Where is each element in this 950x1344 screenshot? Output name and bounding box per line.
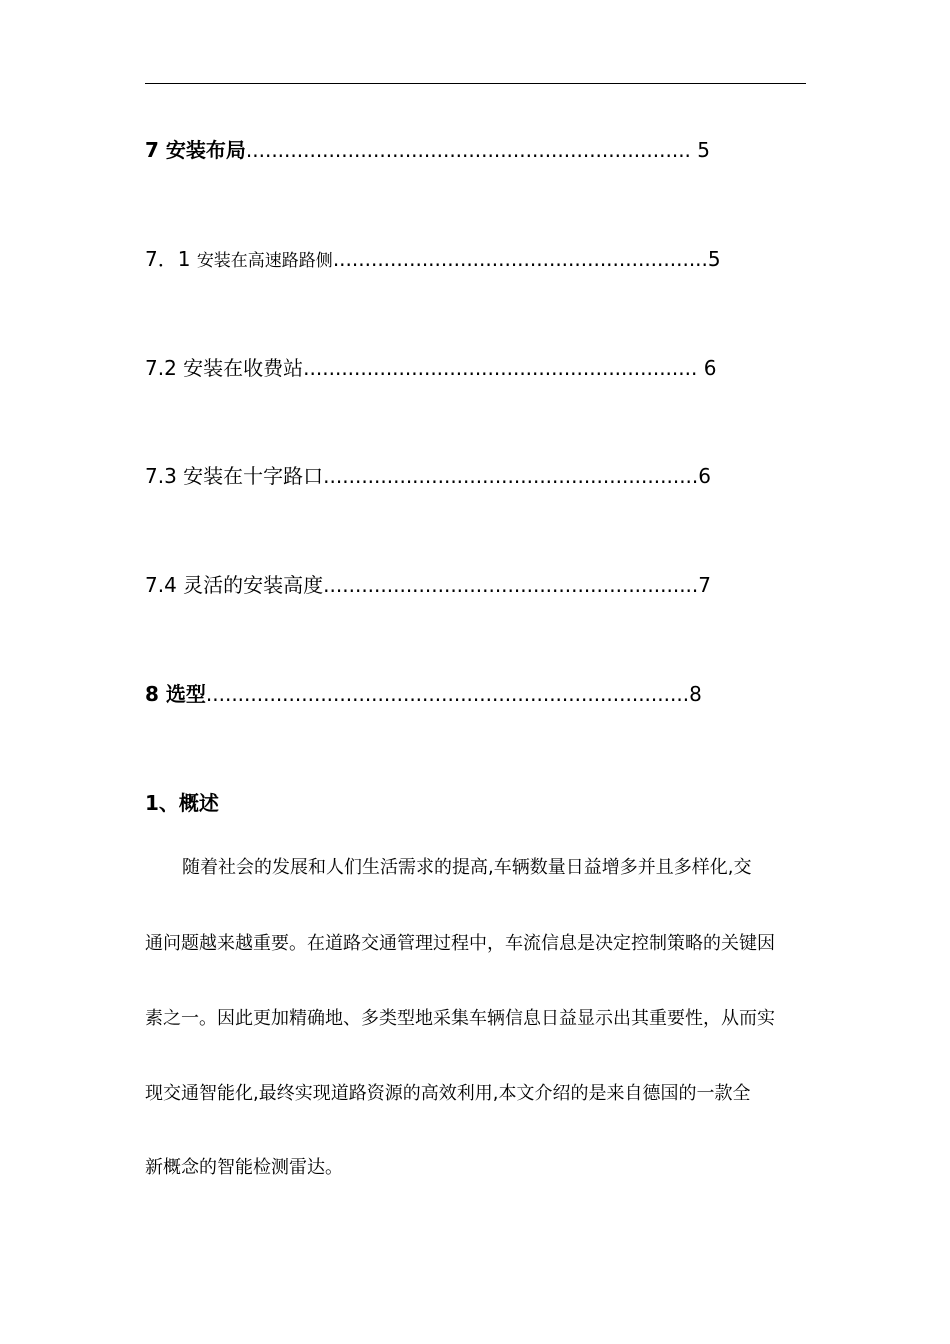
toc-entry-7-1[interactable] (145, 245, 721, 275)
toc-entry-title: 8 选型 (145, 682, 206, 706)
toc-entry-number: 7.2 (145, 356, 177, 380)
toc-entry-title: 灵活的安装高度 (183, 573, 324, 597)
paragraph-line: 素之一。因此更加精确地、多类型地采集车辆信息日益显示出其重要性，从而实 (145, 1008, 775, 1029)
toc-entry-7[interactable] (145, 136, 710, 164)
paragraph-line: 新概念的智能检测雷达。 (145, 1157, 343, 1178)
toc-leader-dots: ........................................................... (323, 464, 699, 488)
toc-leader-dots: ........................................................... (332, 247, 708, 271)
toc-leader-dots: .............................................................. (303, 356, 698, 380)
paragraph-line: 现交通智能化,最终实现道路资源的高效利用,本文介绍的是来自德国的一款全 (145, 1083, 751, 1104)
paragraph-line: 随着社会的发展和人们生活需求的提高,车辆数量日益增多并且多样化,交 (182, 857, 752, 878)
toc-leader-dots: ........................................................... (323, 573, 699, 597)
header-rule (145, 83, 806, 84)
toc-entry-title: 安装在高速路路侧 (196, 251, 333, 271)
toc-page-number: 7 (698, 573, 711, 597)
paragraph-line: 通问题越来越重要。在道路交通管理过程中，车流信息是决定控制策略的关键因 (145, 933, 775, 954)
toc-leader-dots: ............................................................................ (205, 682, 690, 706)
toc-page-number: 6 (703, 356, 717, 380)
toc-entry-title: 安装在十字路口 (183, 464, 324, 488)
toc-entry-number: 7．1 (145, 247, 191, 271)
toc-entry-number: 7.3 (145, 464, 177, 488)
toc-page-number: 8 (689, 682, 702, 706)
toc-entry-8[interactable] (145, 680, 702, 708)
toc-page-number: 5 (707, 247, 721, 271)
toc-entry-7-4[interactable] (145, 571, 711, 599)
toc-entry-title: 安装在收费站 (183, 356, 304, 380)
toc-leader-dots: ...................................................................... (245, 138, 691, 162)
toc-page-number: 6 (698, 464, 711, 488)
toc-entry-7-2[interactable] (145, 354, 716, 382)
toc-page-number: 5 (697, 138, 711, 162)
section-heading: 1、概述 (145, 791, 219, 815)
toc-entry-number: 7.4 (145, 573, 177, 597)
toc-entry-7-3[interactable] (145, 462, 711, 490)
toc-entry-title: 7 安装布局 (145, 138, 246, 162)
